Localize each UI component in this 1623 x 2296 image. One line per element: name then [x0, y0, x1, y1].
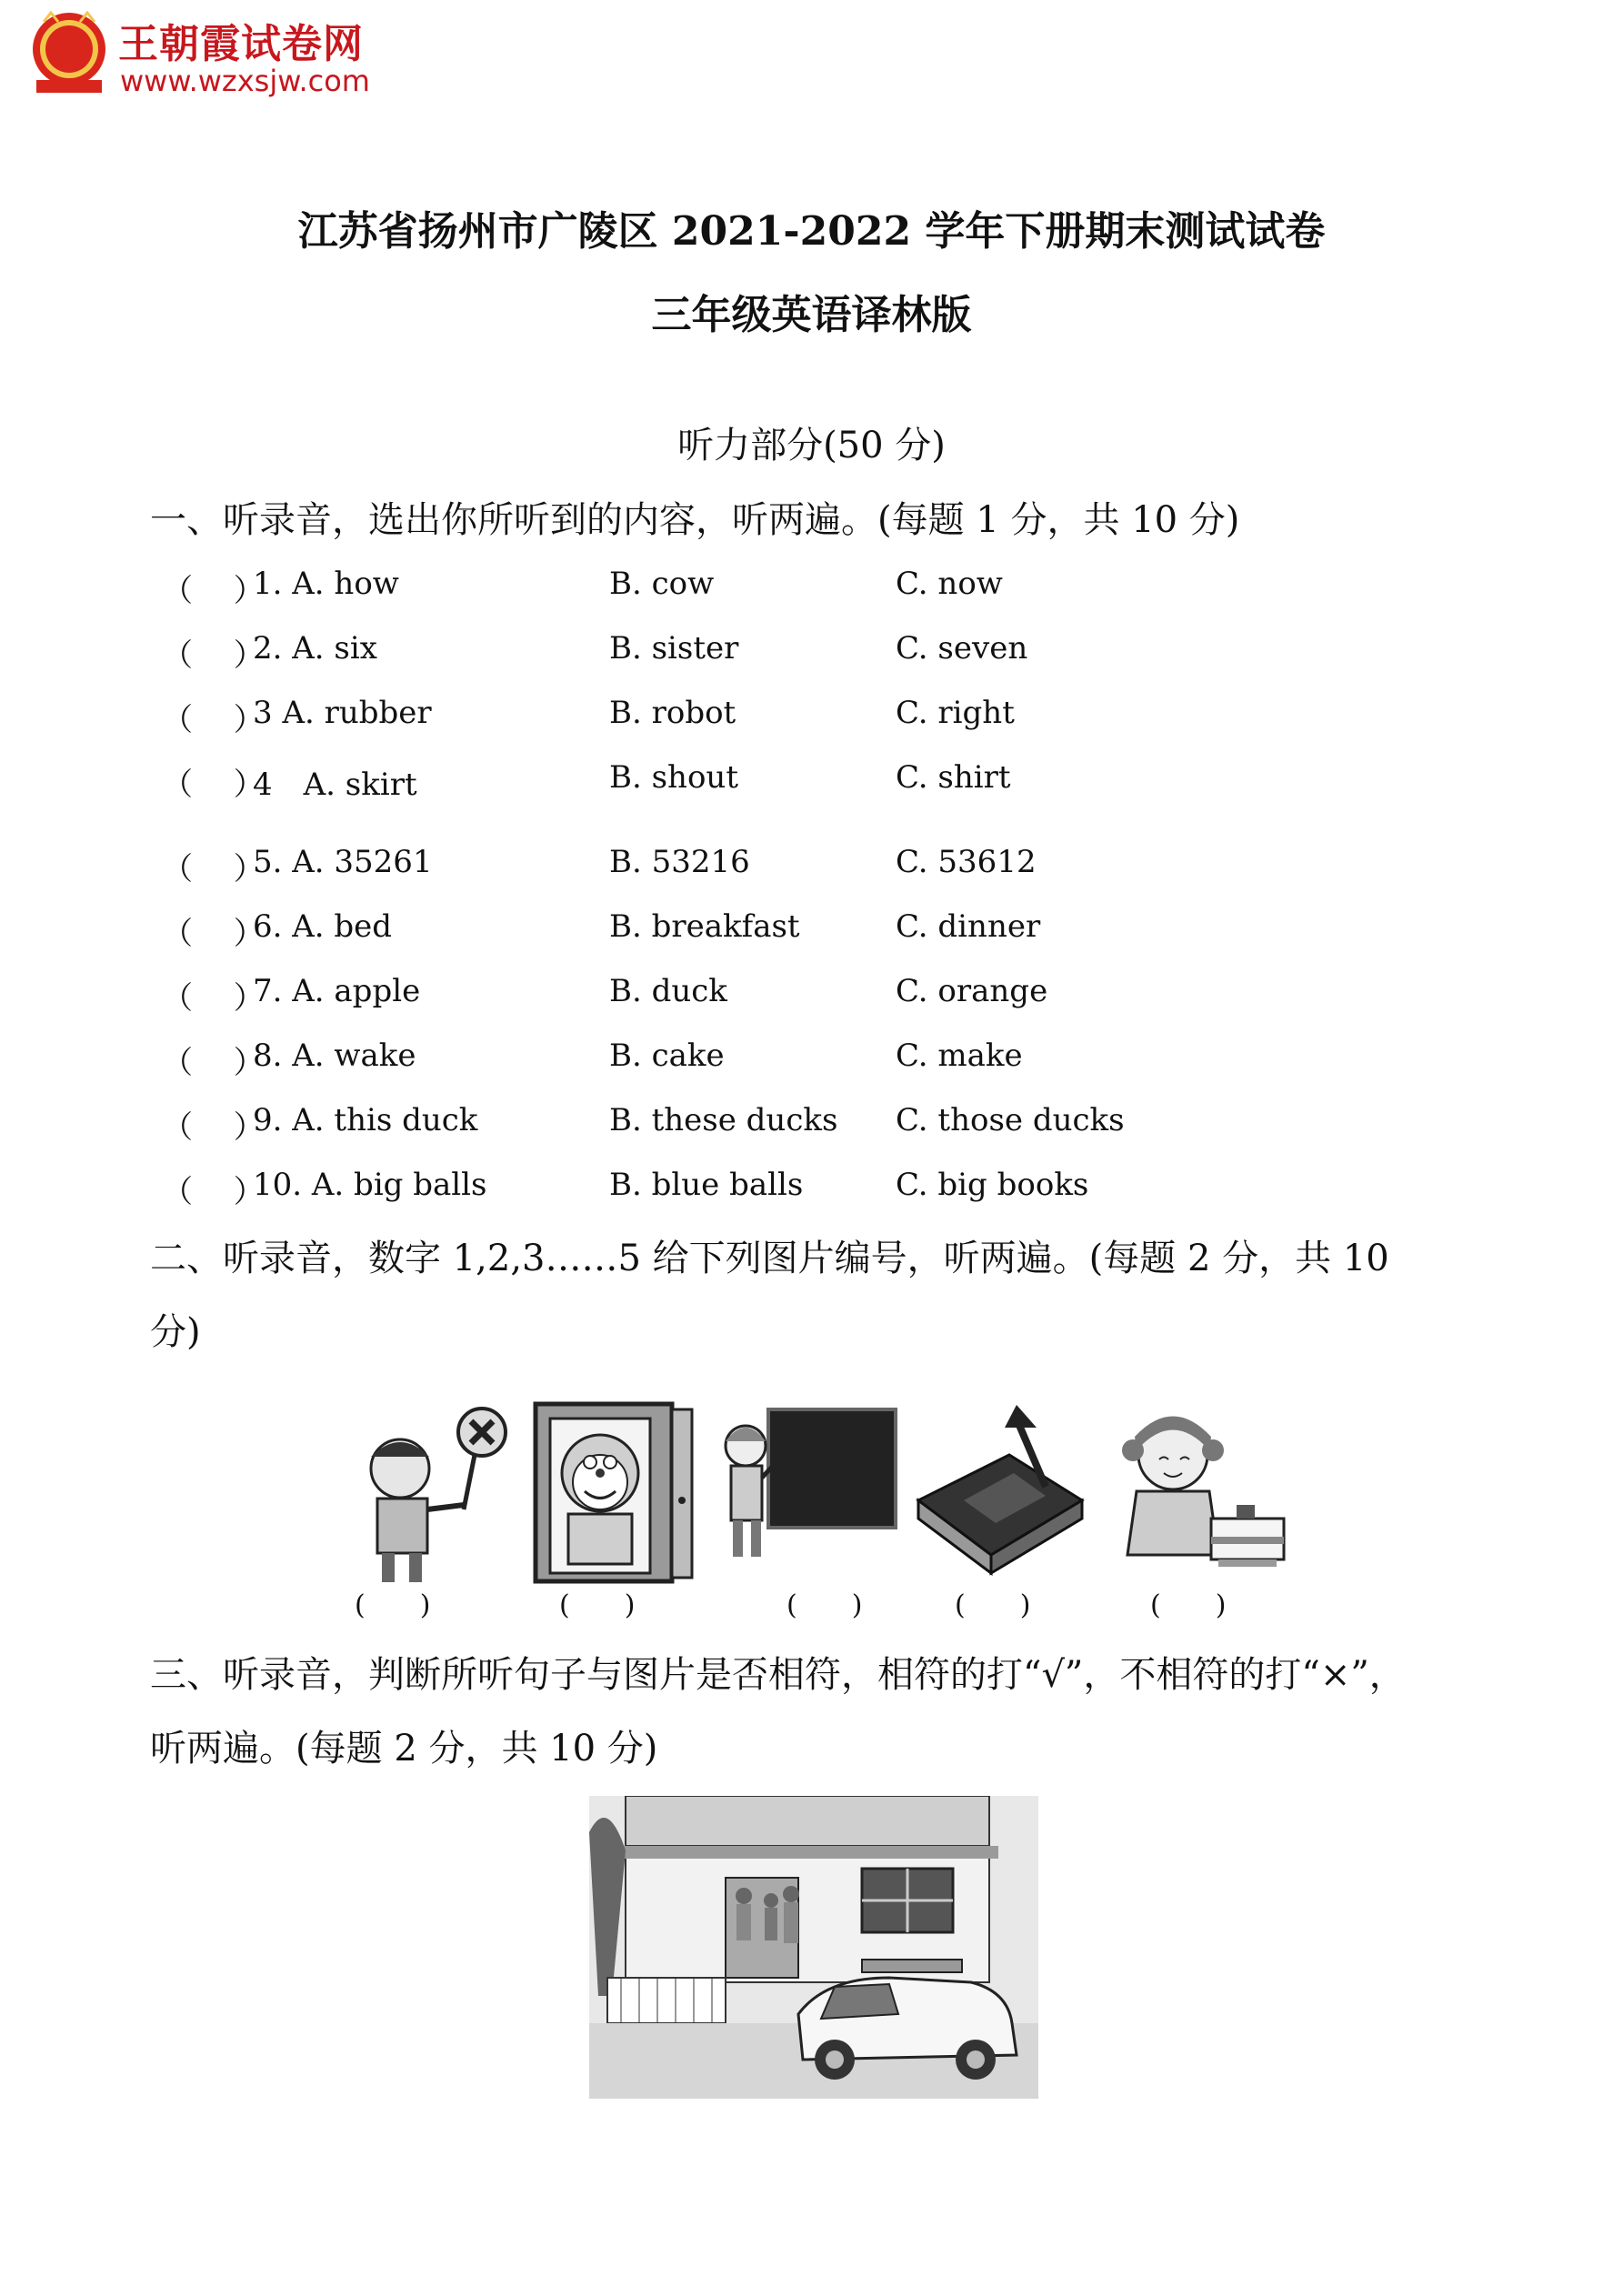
picture-blank[interactable]: ( ) [955, 1589, 1031, 1621]
option-a: 6. A. bed [253, 908, 393, 945]
option-b: B. duck [609, 973, 727, 1009]
option-a: 2. A. six [253, 630, 377, 667]
part-title: 听力部分(50 分) [677, 425, 946, 466]
picture-blank[interactable]: ( ) [1150, 1589, 1227, 1621]
question-row [0, 1167, 1623, 1210]
option-b: B. 53216 [609, 844, 750, 880]
option-a: 4 A. skirt [253, 767, 417, 803]
option-c: C. big books [896, 1167, 1089, 1203]
logo-url[interactable]: www.wzxsjw.com [120, 64, 370, 98]
section3-heading: 三、听录音，判断所听句子与图片是否相符，相符的打“√”，不相符的打“×”， [150, 1654, 1406, 1696]
answer-blank[interactable]: （ ） [162, 573, 265, 609]
option-a: 7. A. apple [253, 973, 421, 1009]
answer-blank[interactable]: （ ） [162, 1174, 265, 1210]
section2-heading: 二、听录音，数字 1,2,3……5 给下列图片编号，听两遍。(每题 2 分，共 10 [150, 1238, 1389, 1279]
book-arrow-icon [909, 1400, 1091, 1591]
answer-blank[interactable]: （ ） [162, 767, 265, 803]
house-family-car-scene [589, 1796, 1038, 2099]
answer-blank[interactable]: （ ） [162, 851, 265, 887]
question-row [0, 566, 1623, 609]
logo-name: 王朝霞试卷网 [118, 21, 364, 67]
option-c: C. those ducks [896, 1102, 1125, 1138]
answer-blank[interactable]: （ ） [162, 637, 265, 674]
question-row [0, 1038, 1623, 1081]
option-b: B. cow [609, 566, 715, 602]
option-a: 10. A. big balls [253, 1167, 487, 1203]
answer-blank[interactable]: （ ） [162, 1045, 265, 1081]
answer-blank[interactable]: （ ） [162, 980, 265, 1017]
option-b: B. shout [609, 759, 738, 796]
section3-heading-cont: 听两遍。(每题 2 分，共 10 分) [150, 1728, 658, 1770]
option-c: C. shirt [896, 759, 1011, 796]
exam-subtitle: 三年级英语译林版 [651, 292, 972, 338]
section2-heading-cont: 分) [150, 1311, 201, 1353]
answer-blank[interactable]: （ ） [162, 1109, 265, 1146]
answer-blank[interactable]: （ ） [162, 916, 265, 952]
option-b: B. robot [609, 695, 736, 731]
answer-blank[interactable]: （ ） [162, 702, 265, 738]
question-row [0, 844, 1623, 887]
option-a: 3 A. rubber [253, 695, 432, 731]
picture-blank[interactable]: ( ) [355, 1589, 431, 1621]
option-a: 1. A. how [253, 566, 399, 602]
section1-heading: 一、听录音，选出你所听到的内容，听两遍。(每题 1 分，共 10 分) [150, 499, 1240, 541]
girl-blackboard-icon [718, 1400, 900, 1591]
option-c: C. make [896, 1038, 1023, 1074]
site-logo [25, 9, 426, 105]
picture-blank[interactable]: ( ) [559, 1589, 636, 1621]
option-b: B. sister [609, 630, 739, 667]
girl-cake-icon [1109, 1400, 1300, 1591]
boy-with-x-sign-icon [336, 1400, 527, 1591]
option-c: C. now [896, 566, 1003, 602]
option-c: C. seven [896, 630, 1028, 667]
option-c: C. dinner [896, 908, 1041, 945]
option-a: 8. A. wake [253, 1038, 416, 1074]
option-c: C. orange [896, 973, 1048, 1009]
option-b: B. these ducks [609, 1102, 838, 1138]
picture-row [336, 1400, 1300, 1621]
doraemon-door-icon [532, 1400, 696, 1591]
question-row [0, 759, 1623, 803]
exam-title: 江苏省扬州市广陵区 2021-2022 学年下册期末测试试卷 [297, 208, 1326, 255]
question-row [0, 973, 1623, 1017]
question-row [0, 695, 1623, 738]
question-row [0, 908, 1623, 952]
logo-badge-icon [25, 9, 113, 96]
option-c: C. 53612 [896, 844, 1037, 880]
question-row [0, 1102, 1623, 1146]
option-b: B. breakfast [609, 908, 800, 945]
option-a: 5. A. 35261 [253, 844, 433, 880]
option-a: 9. A. this duck [253, 1102, 478, 1138]
picture-blank[interactable]: ( ) [786, 1589, 863, 1621]
option-b: B. blue balls [609, 1167, 804, 1203]
question-row [0, 630, 1623, 674]
option-b: B. cake [609, 1038, 725, 1074]
option-c: C. right [896, 695, 1015, 731]
